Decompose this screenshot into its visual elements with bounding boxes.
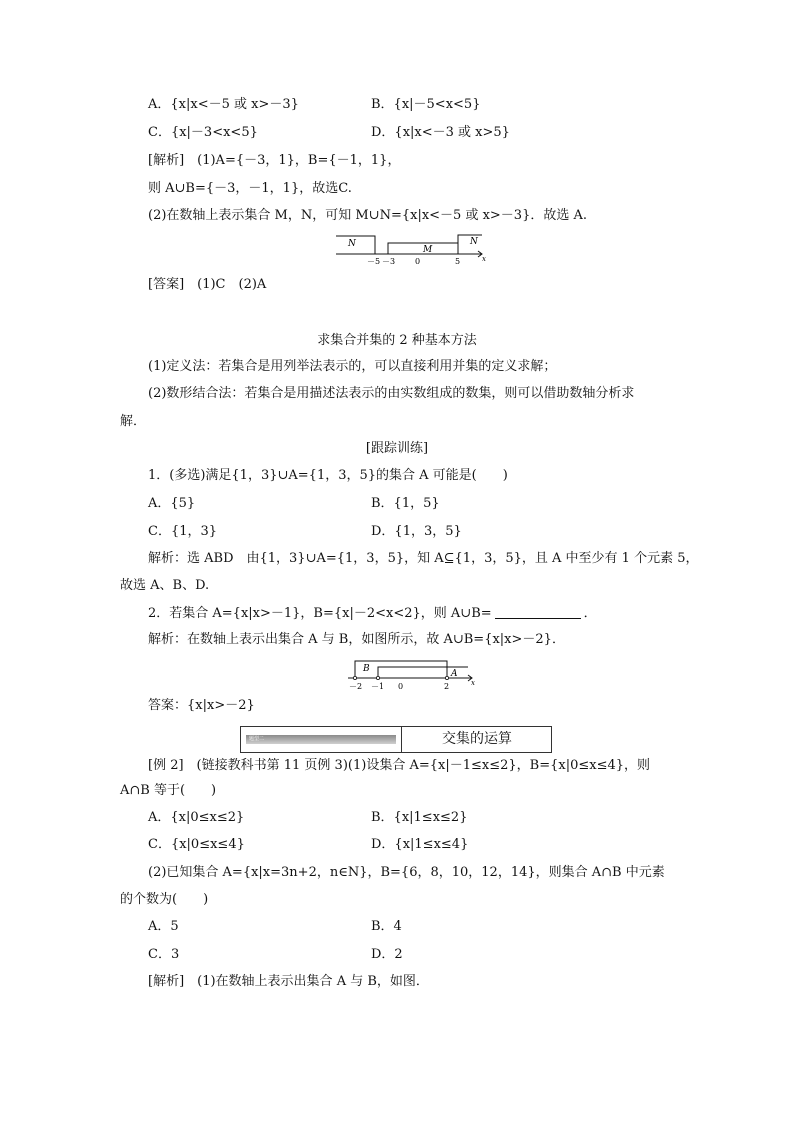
example-2-line1: [例 2] (链接教科书第 11 页例 3)(1)设集合 A={x|－1≤x≤2}，B={x|0≤x≤4}，则 xyxy=(148,758,650,773)
ex2-option-b: B．{x|1≤x≤2} xyxy=(371,810,468,825)
number-line-figure-1 xyxy=(330,230,490,266)
analysis-line: (2)在数轴上表示集合 M，N，可知 M∪N={x|x<－5 或 x>－3}．故选 A. xyxy=(148,208,587,223)
ex2-q2-line1: (2)已知集合 A={x|x=3n+2，n∈N}，B={6，8，10，12，14}，则集合 A∩B 中元素 xyxy=(148,865,665,880)
tick-label: －2 xyxy=(349,682,363,691)
analysis-line: [解析] (1)A={－3，1}，B={－1，1}， xyxy=(148,153,401,168)
ex2-q2-option-d: D．2 xyxy=(371,947,403,962)
answer-blank xyxy=(495,604,581,619)
ex2-analysis: [解析] (1)在数轴上表示出集合 A 与 B，如图． xyxy=(148,974,429,989)
ex2-q2-option-b: B．4 xyxy=(371,919,402,934)
label-a: A xyxy=(451,669,458,679)
banner-title: 交集的运算 xyxy=(442,731,512,747)
ex2-option-d: D．{x|1≤x≤4} xyxy=(371,837,469,852)
number-line-figure-2 xyxy=(340,658,480,692)
question-1: 1．(多选)满足{1，3}∪A={1，3，5}的集合 A 可能是( ) xyxy=(148,468,508,483)
q2-solution: 解析：在数轴上表示出集合 A 与 B，如图所示，故 A∪B={x|x>－2}． xyxy=(148,632,565,647)
ex2-option-c: C．{x|0≤x≤4} xyxy=(148,837,245,852)
ex2-option-a: A．{x|0≤x≤2} xyxy=(148,810,245,825)
q2-text: 2．若集合 A={x|x>－1}，B={x|－2<x<2}，则 A∪B= xyxy=(148,606,492,621)
section-banner xyxy=(240,726,552,753)
q2-answer: 答案：{x|x>－2} xyxy=(148,698,255,713)
q1-option-a: A．{5} xyxy=(148,496,196,511)
tick-label: －3 xyxy=(382,257,396,266)
ex2-q2-option-a: A．5 xyxy=(148,919,179,934)
label-b: B xyxy=(363,664,370,674)
banner-bar xyxy=(246,735,396,744)
option-c: C．{x|－3<x<5} xyxy=(148,125,258,140)
answer-1: [答案] (1)C (2)A xyxy=(148,277,267,292)
option-a: A．{x|x<－5 或 x>－3} xyxy=(148,97,299,112)
tick-label: 0 xyxy=(398,682,404,691)
question-2 xyxy=(148,604,597,623)
tick-label: －5 xyxy=(367,257,381,266)
example-2-line2: A∩B 等于( ) xyxy=(120,783,217,798)
label-n-right: N xyxy=(470,237,478,247)
banner-left xyxy=(241,727,402,752)
tick-label: 2 xyxy=(444,682,450,691)
axis-label: x xyxy=(482,255,486,263)
summary-title: 求集合并集的 2 种基本方法 xyxy=(317,333,477,348)
tick-label: 0 xyxy=(415,257,421,266)
q1-option-b: B．{1，5} xyxy=(371,496,440,511)
ex2-q2-line2: 的个数为( ) xyxy=(120,892,209,907)
ex2-q2-option-c: C．3 xyxy=(148,947,180,962)
q1-option-d: D．{1，3，5} xyxy=(371,524,462,539)
option-b: B．{x|－5<x<5} xyxy=(371,97,481,112)
label-m: M xyxy=(423,245,433,255)
banner-tag: 题型二 xyxy=(249,736,265,742)
summary-p1: (1)定义法：若集合是用列举法表示的，可以直接利用并集的定义求解； xyxy=(148,359,557,374)
axis-label: x xyxy=(471,679,475,687)
tick-label: 5 xyxy=(455,257,461,266)
q1-option-c: C．{1，3} xyxy=(148,524,218,539)
q1-solution-cont: 故选 A、B、D. xyxy=(120,578,210,593)
label-n-left: N xyxy=(348,239,356,249)
option-d: D．{x|x<－3 或 x>5} xyxy=(371,125,510,140)
tick-label: －1 xyxy=(371,682,385,691)
summary-p2-cont: 解． xyxy=(120,414,147,429)
summary-p2: (2)数形结合法：若集合是用描述法表示的由实数组成的数集，则可以借助数轴分析求 xyxy=(148,386,635,401)
q2-period: ． xyxy=(583,606,597,621)
tracking-heading: [跟踪训练] xyxy=(365,441,429,456)
analysis-line: 则 A∪B={－3，－1，1}，故选C. xyxy=(148,181,352,196)
q1-solution: 解析：选 ABD 由{1，3}∪A={1，3，5}，知 A⊆{1，3，5}，且 A 中至少有 1 个元素 5， xyxy=(148,551,699,566)
